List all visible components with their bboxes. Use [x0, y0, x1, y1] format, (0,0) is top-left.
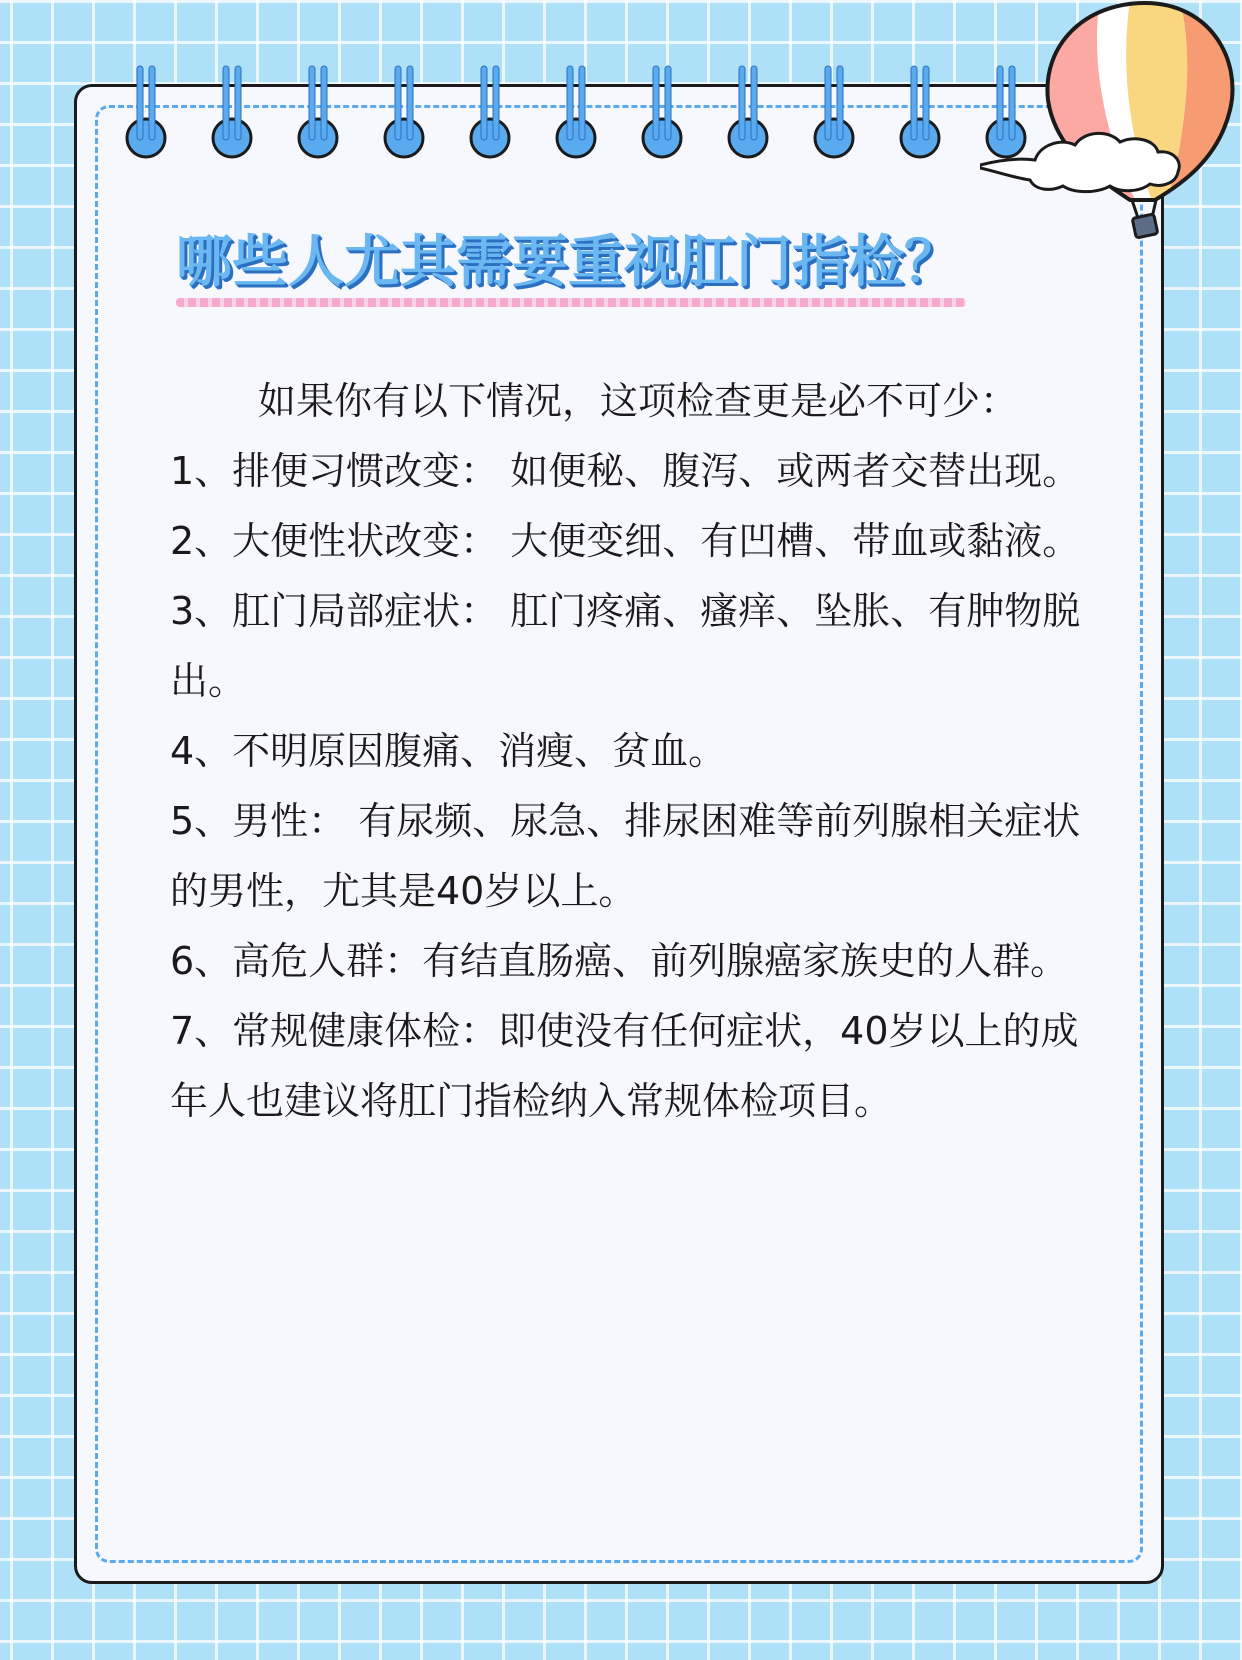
list-item: 1、排便习惯改变： 如便秘、腹泻、或两者交替出现。	[170, 449, 1081, 493]
list-item: 5、男性： 有尿频、尿急、排尿困难等前列腺相关症状的男性，尤其是40岁以上。	[170, 799, 1081, 913]
spiral-ring-icon	[213, 66, 251, 157]
hot-air-balloon-icon	[980, 0, 1242, 250]
spiral-ring-icon	[729, 66, 767, 157]
spiral-ring-icon	[471, 66, 509, 157]
cloud-icon	[980, 133, 1179, 191]
spiral-ring-icon	[557, 66, 595, 157]
list-item: 3、肛门局部症状： 肛门疼痛、瘙痒、坠胀、有肿物脱出。	[170, 589, 1081, 703]
spiral-ring-icon	[643, 66, 681, 157]
page-title: 哪些人尤其需要重视肛门指检？	[176, 230, 960, 295]
main-content	[170, 366, 1082, 1136]
spiral-ring-icon	[901, 66, 939, 157]
spiral-ring-icon	[299, 66, 337, 157]
spiral-ring-icon	[815, 66, 853, 157]
list-item: 6、高危人群：有结直肠癌、前列腺癌家族史的人群。	[170, 939, 1069, 983]
spiral-ring-icon	[127, 66, 165, 157]
list-item: 4、不明原因腹痛、消瘦、贫血。	[170, 729, 727, 773]
list-item: 2、大便性状改变： 大便变细、有凹槽、带血或黏液。	[170, 519, 1081, 563]
list-item: 7、常规健康体检：即使没有任何症状，40岁以上的成年人也建议将肛门指检纳入常规体检项目。	[170, 1009, 1079, 1123]
spiral-ring-icon	[385, 66, 423, 157]
title-block	[176, 228, 996, 308]
intro-paragraph: 如果你有以下情况，这项检查更是必不可少：	[258, 379, 1019, 423]
title-underline	[176, 298, 966, 307]
